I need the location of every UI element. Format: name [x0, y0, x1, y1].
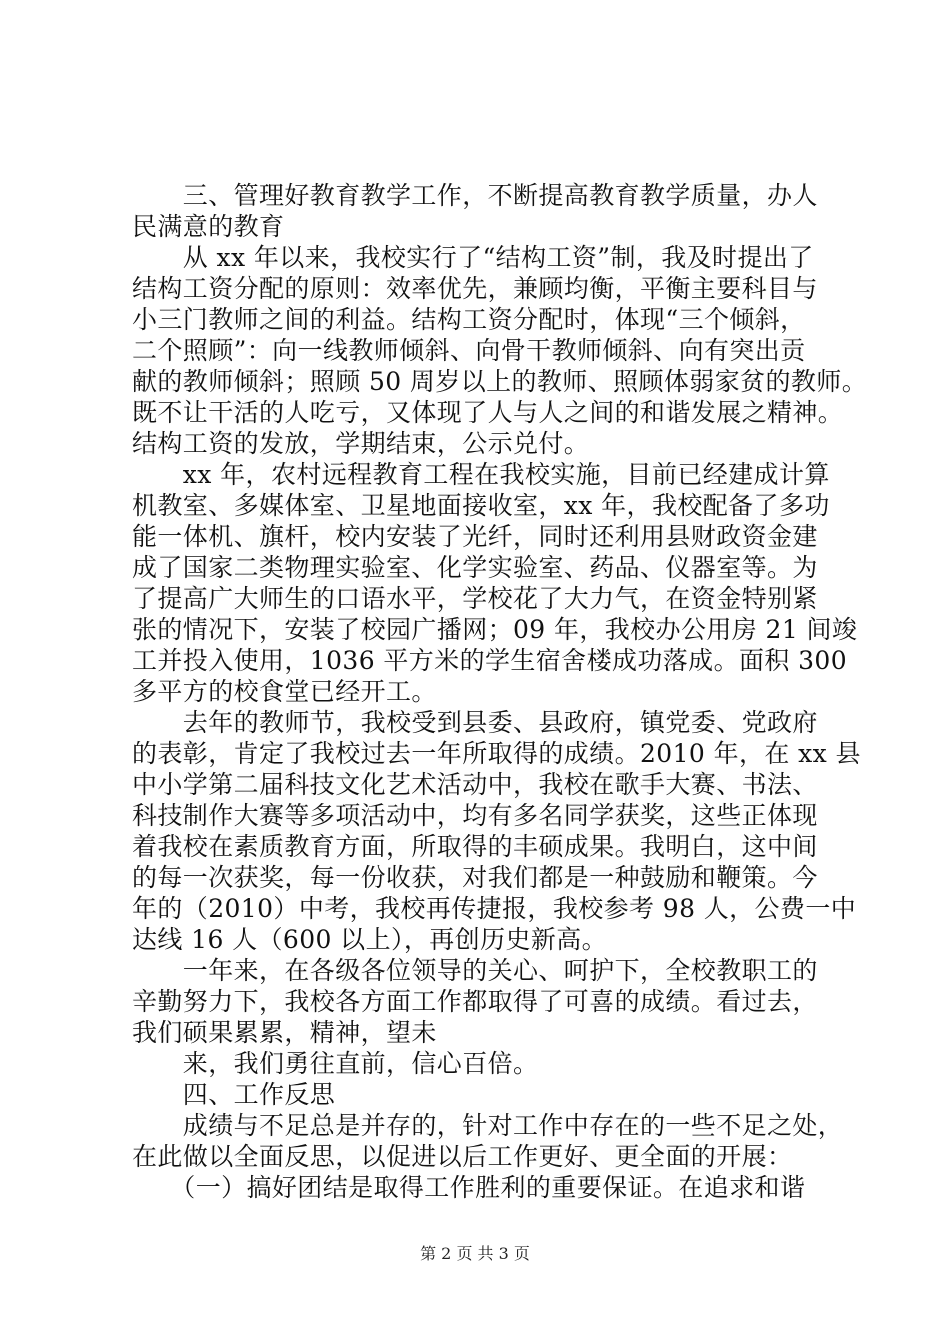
text-line: 的每一次获奖，每一份收获，对我们都是一种鼓励和鞭策。今 [132, 863, 818, 892]
text-line: 献的教师倾斜；照顾 50 周岁以上的教师、照顾体弱家贫的教师。 [132, 367, 868, 396]
text-line: 在此做以全面反思，以促进以后工作更好、更全面的开展： [132, 1142, 793, 1171]
text-line: 科技制作大赛等多项活动中，均有多名同学获奖，这些正体现 [132, 801, 818, 830]
text-line: 着我校在素质教育方面，所取得的丰硕成果。我明白，这中间 [132, 832, 818, 861]
text-line: 民满意的教育 [132, 212, 285, 241]
text-line: 一年来，在各级各位领导的关心、呵护下，全校教职工的 [132, 956, 818, 985]
text-line: 小三门教师之间的利益。结构工资分配时，体现“三个倾斜， [132, 305, 806, 334]
text-line: 去年的教师节，我校受到县委、县政府，镇党委、党政府 [132, 708, 818, 737]
text-line: 年的（2010）中考，我校再传捷报，我校参考 98 人，公费一中 [132, 894, 857, 923]
text-line: （一）搞好团结是取得工作胜利的重要保证。在追求和谐 [132, 1173, 806, 1202]
text-line: 能一体机、旗杆，校内安装了光纤，同时还利用县财政资金建 [132, 522, 818, 551]
text-line: 从 xx 年以来，我校实行了“结构工资”制，我及时提出了 [132, 243, 814, 272]
text-line: 辛勤努力下，我校各方面工作都取得了可喜的成绩。看过去， [132, 987, 818, 1016]
text-line: 来，我们勇往直前，信心百倍。 [132, 1049, 539, 1078]
text-line: 的表彰，肯定了我校过去一年所取得的成绩。2010 年，在 xx 县 [132, 739, 861, 768]
text-line: 结构工资的发放，学期结束，公示兑付。 [132, 429, 590, 458]
text-line: 成了国家二类物理实验室、化学实验室、药品、仪器室等。为 [132, 553, 818, 582]
text-line: 了提高广大师生的口语水平，学校花了大力气，在资金特别紧 [132, 584, 818, 613]
text-line: 工并投入使用，1036 平方米的学生宿舍楼成功落成。面积 300 [132, 646, 848, 675]
text-line: 成绩与不足总是并存的，针对工作中存在的一些不足之处， [132, 1111, 844, 1140]
text-line: 达线 16 人（600 以上），再创历史新高。 [132, 925, 608, 954]
text-line: 结构工资分配的原则：效率优先，兼顾均衡，平衡主要科目与 [132, 274, 818, 303]
text-line: 二个照顾”：向一线教师倾斜、向骨干教师倾斜、向有突出贡 [132, 336, 806, 365]
text-line: 我们硕果累累，精神，望未 [132, 1018, 437, 1047]
text-line: 四、工作反思 [132, 1080, 336, 1109]
text-line: 三、管理好教育教学工作，不断提高教育教学质量，办人 [132, 181, 818, 210]
text-line: 中小学第二届科技文化艺术活动中，我校在歌手大赛、书法、 [132, 770, 818, 799]
text-line: 多平方的校食堂已经开工。 [132, 677, 437, 706]
text-line: 张的情况下，安装了校园广播网；09 年，我校办公用房 21 间竣 [132, 615, 858, 644]
text-line: 机教室、多媒体室、卫星地面接收室，xx 年，我校配备了多功 [132, 491, 830, 520]
page-footer: 第 2 页 共 3 页 [420, 1244, 530, 1263]
text-line: xx 年，农村远程教育工程在我校实施，目前已经建成计算 [132, 460, 830, 489]
text-line: 既不让干活的人吃亏，又体现了人与人之间的和谐发展之精神。 [132, 398, 844, 427]
